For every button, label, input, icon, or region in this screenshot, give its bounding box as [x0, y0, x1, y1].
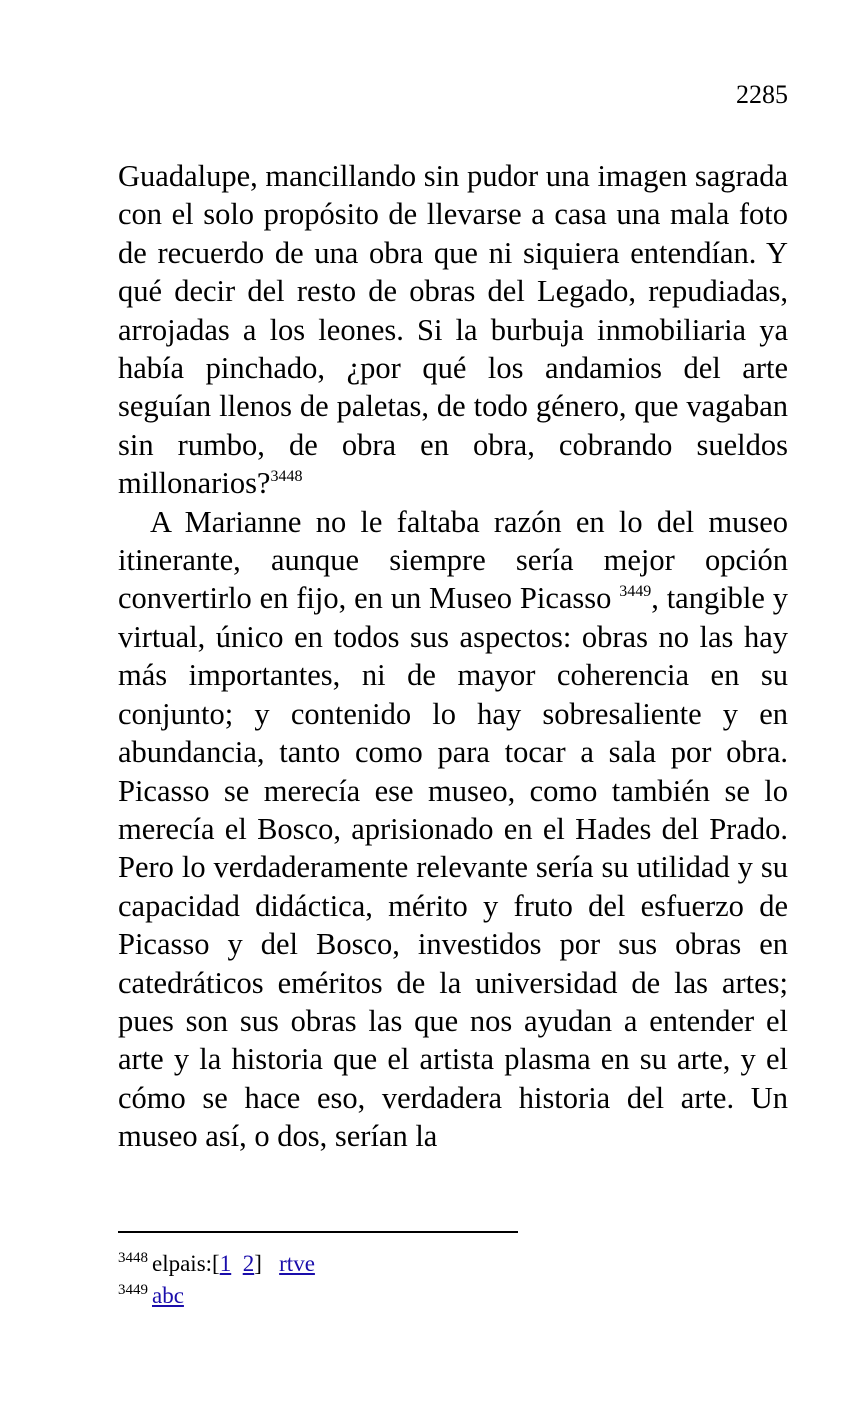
- body-text: [118, 157, 788, 1156]
- footnote-ref-3449: 3449: [619, 583, 652, 601]
- paragraph-1-text: Guadalupe, mancillando sin pudor una imagen sagrada con el solo propósito de llevarse a casa una mala foto de recuerdo de una obra que ni siquiera entendían. Y qué decir del resto de obras del Legado, repudiadas, arrojadas a los leones. Si la burbuja inmobiliaria ya había pinchado, ¿por qué los andamios del arte seguían llenos de paletas, de todo género, que vagaban sin rumbo, de obra en obra, cobrando sueldos millonarios?: [118, 159, 788, 501]
- footnote-source: elpais:: [152, 1251, 213, 1276]
- footnote-number: 3448: [118, 1250, 148, 1266]
- footnote-ref-3448: 3448: [270, 468, 303, 486]
- paragraph-2-text-b: , tangible y virtual, único en todos sus aspectos: obras no las hay más importantes, ni de mayor coherencia en su conjunto; y contenido lo hay sobresaliente y en abundancia, tanto como para tocar a sala por obra. Picasso se merecía ese museo, como también se lo merecía el Bosco, aprisionado en el Hades del Prado. Pero lo verdaderamente relevante sería su utilidad y su capacidad didáctica, mérito y fruto del esfuerzo de Picasso y del Bosco, investidos por sus obras en catedráticos eméritos de la universidad de las artes; pues son sus obras las que nos ayudan a entender el arte y la historia que el artista plasma en su arte, y el cómo se hace eso, verdadera historia del arte. Un museo así, o dos, serían la: [118, 581, 789, 1154]
- page-number: 2285: [736, 80, 788, 109]
- footnote-3448: [118, 1248, 315, 1280]
- paragraph-2: [118, 503, 788, 1156]
- footnote-link-1[interactable]: 1: [219, 1251, 232, 1276]
- footnote-divider: [118, 1231, 518, 1233]
- footnote-link-abc[interactable]: abc: [152, 1283, 184, 1308]
- footnote-link-rtve[interactable]: rtve: [279, 1251, 315, 1276]
- bracket-open: [: [212, 1251, 220, 1276]
- footnote-number: 3449: [118, 1282, 148, 1298]
- paragraph-2-text-a: A Marianne no le faltaba razón en lo del museo itinerante, aunque siempre sería mejor opción convertirlo en fijo, en un Museo Picasso: [118, 504, 788, 616]
- footnote-3449: [118, 1280, 315, 1312]
- footnote-link-2[interactable]: 2: [242, 1251, 255, 1276]
- footnotes: [118, 1248, 315, 1312]
- paragraph-1: [118, 157, 788, 503]
- bracket-close: ]: [254, 1251, 262, 1276]
